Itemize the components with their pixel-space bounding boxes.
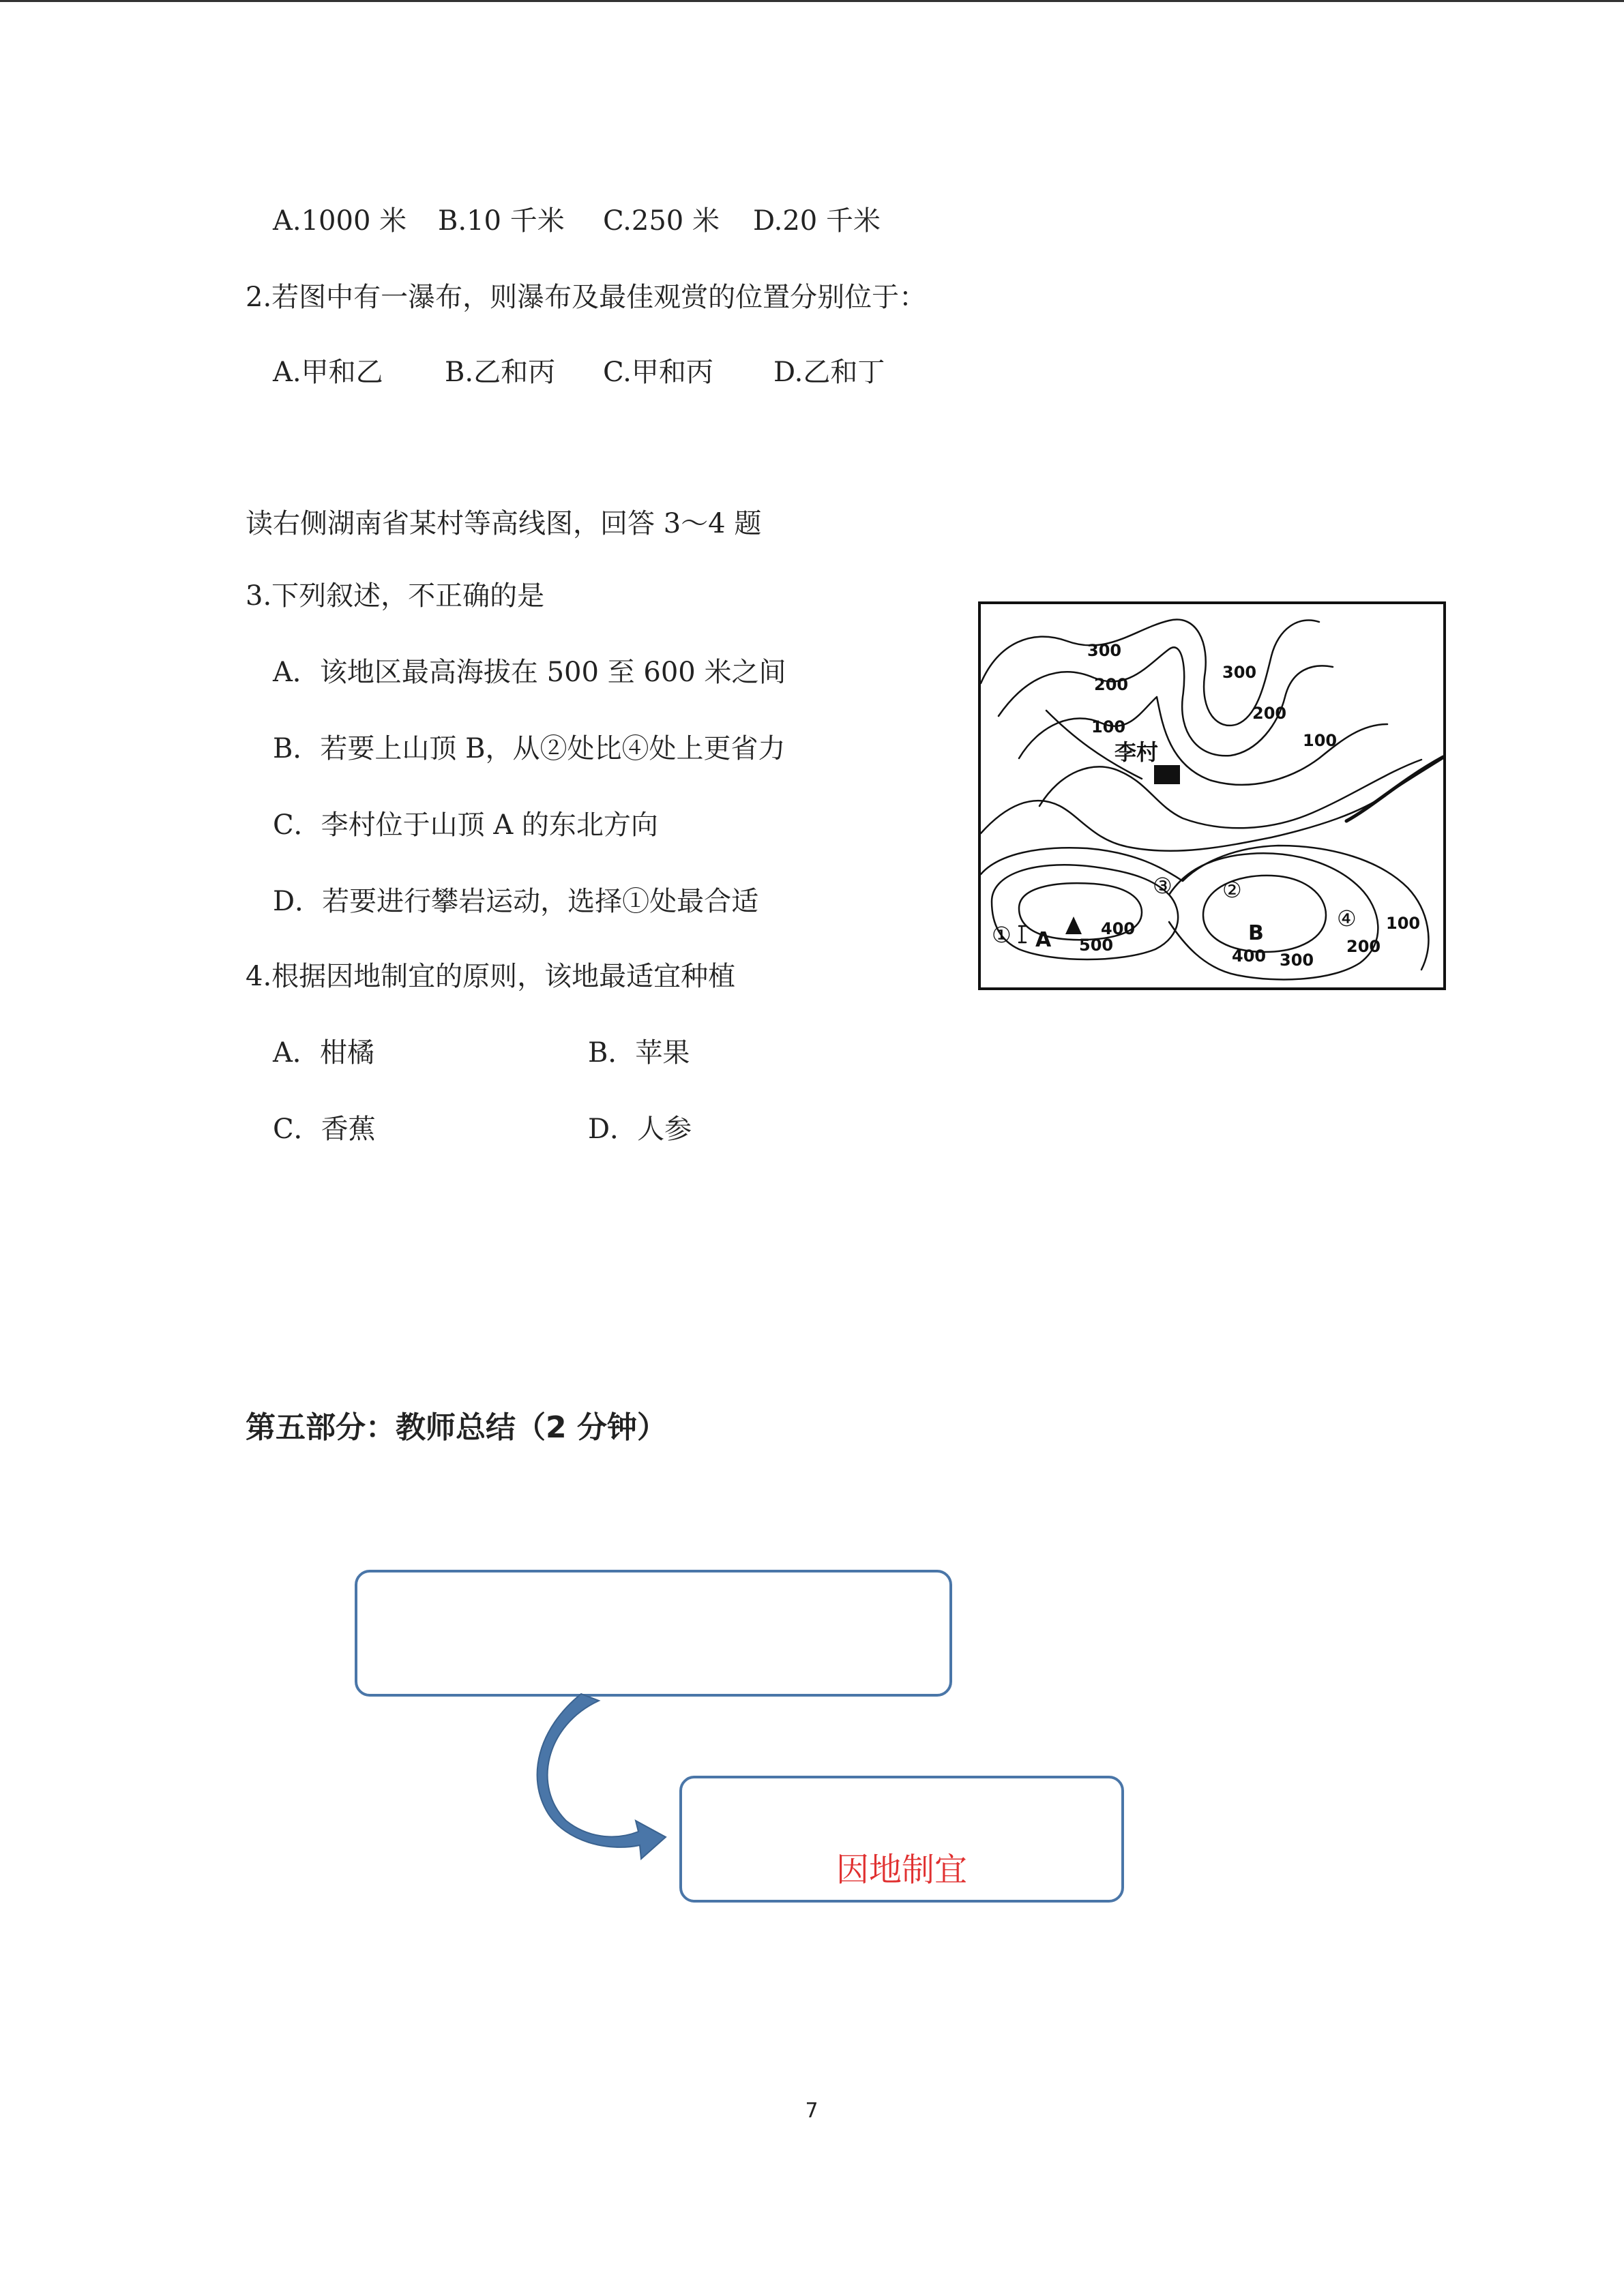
q2-option-d: D.乙和丁 — [773, 357, 885, 388]
contour-label: 500 — [1079, 936, 1114, 955]
contour-label: 400 — [1101, 919, 1136, 938]
q3-option-b: B．若要上山顶 B，从②处比④处上更省力 — [273, 733, 786, 764]
contour-label: 200 — [1094, 675, 1129, 694]
q4-question: 4.根据因地制宜的原则，该地最适宜种植 — [246, 961, 736, 992]
top-border — [0, 0, 1624, 2]
q1-option-b: B.10 千米 — [438, 205, 565, 237]
contour-label: 100 — [1303, 731, 1338, 750]
q4-option-a: A．柑橘 — [273, 1037, 374, 1069]
q3-question: 3.下列叙述，不正确的是 — [246, 580, 545, 612]
q2-option-b: B.乙和丙 — [445, 357, 556, 388]
q2-option-c: C.甲和丙 — [603, 357, 713, 388]
marker-4-label: ④ — [1337, 906, 1357, 931]
curved-arrow-icon — [518, 1691, 689, 1862]
contour-label: 400 — [1232, 946, 1267, 966]
contour-label: 300 — [1087, 641, 1122, 660]
peak-a-label: A — [1035, 928, 1052, 952]
contour-label: 300 — [1280, 951, 1314, 970]
marker-1-label: ① — [992, 922, 1012, 948]
marker-3-label: ③ — [1153, 873, 1172, 899]
contour-label: 200 — [1252, 704, 1287, 723]
q1-option-a: A.1000 米 — [273, 205, 407, 237]
contour-map — [978, 601, 1446, 990]
q2-option-a: A.甲和乙 — [273, 357, 383, 388]
q3-option-d: D．若要进行攀岩运动，选择①处最合适 — [273, 886, 759, 917]
village-label: 李村 — [1114, 739, 1159, 765]
q4-option-c: C．香蕉 — [273, 1114, 376, 1145]
summary-box-2[interactable] — [679, 1776, 1124, 1903]
contour-label: 200 — [1346, 937, 1381, 956]
contour-label: 100 — [1386, 914, 1421, 933]
q4-option-d: D．人参 — [588, 1114, 692, 1145]
village-symbol — [1154, 765, 1180, 784]
page-number: 7 — [805, 2099, 818, 2123]
peak-b-label: B — [1248, 921, 1264, 945]
contour-label: 300 — [1222, 663, 1257, 682]
contour-label: 100 — [1091, 717, 1126, 736]
q1-option-d: D.20 千米 — [753, 205, 881, 237]
q4-option-b: B．苹果 — [588, 1037, 690, 1069]
q3-option-a: A．该地区最高海拔在 500 至 600 米之间 — [273, 657, 786, 688]
marker-2-label: ② — [1222, 877, 1242, 903]
reading-intro: 读右侧湖南省某村等高线图，回答 3～4 题 — [246, 508, 762, 539]
q1-option-c: C.250 米 — [603, 205, 720, 237]
q3-option-c: C．李村位于山顶 A 的东北方向 — [273, 809, 658, 841]
summary-box-1[interactable] — [355, 1570, 952, 1697]
summary-box-2-label: 因地制宜 — [836, 1851, 967, 1889]
q2-question: 2.若图中有一瀑布，则瀑布及最佳观赏的位置分别位于： — [246, 282, 927, 313]
section-5-heading: 第五部分：教师总结（2 分钟） — [246, 1410, 667, 1445]
